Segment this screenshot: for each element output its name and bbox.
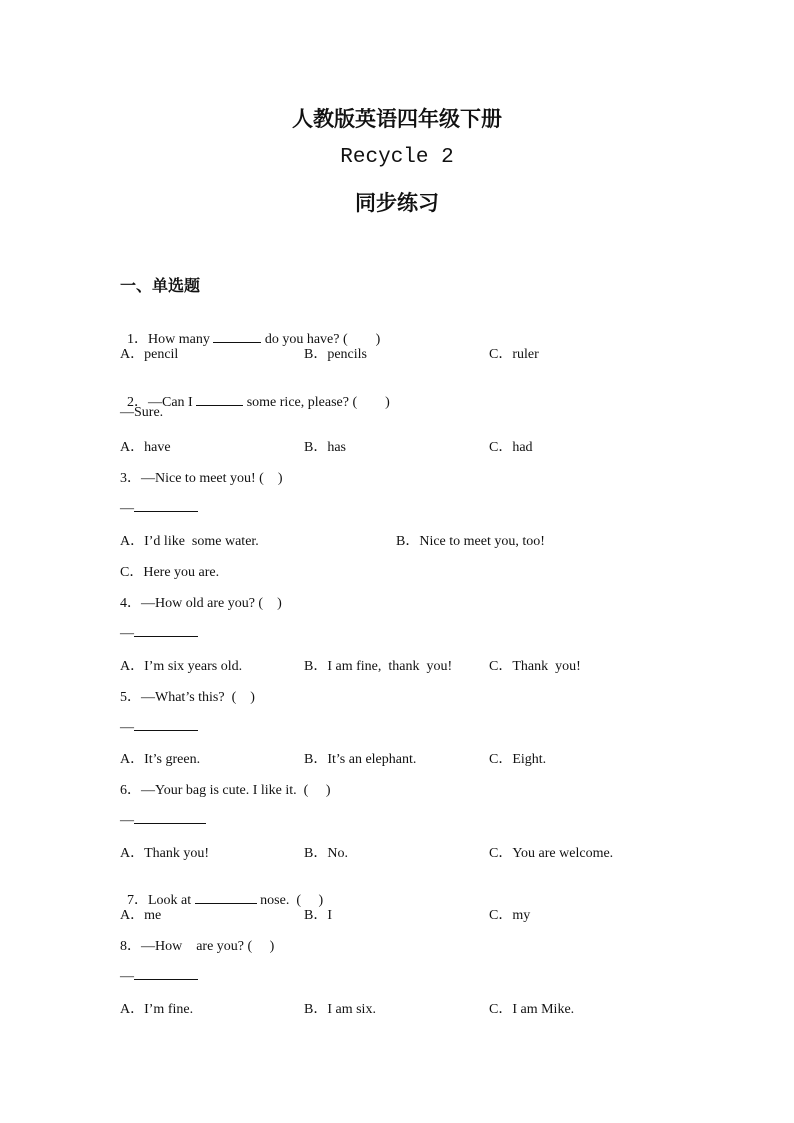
question-6: 6．—Your bag is cute. I like it. ( ) (120, 783, 331, 798)
question-1: 1．How many do you have? ( ) (127, 332, 381, 347)
q8-reply: — (120, 967, 198, 985)
q1-option-b[interactable]: B．pencils (304, 347, 367, 362)
q7-option-a[interactable]: A．me (120, 908, 162, 923)
answer-blank (196, 393, 243, 406)
question-4: 4．—How old are you? ( ) (120, 596, 282, 611)
q2-option-a[interactable]: A．have (120, 440, 171, 455)
q2-reply: —Sure. (120, 405, 164, 420)
q5-option-c[interactable]: C．Eight. (489, 752, 547, 767)
q4-option-c[interactable]: C．Thank you! (489, 659, 581, 674)
q1-option-c[interactable]: C．ruler (489, 347, 539, 362)
q5-option-b[interactable]: B．It’s an elephant. (304, 752, 417, 767)
question-5: 5．—What’s this? ( ) (120, 690, 255, 705)
question-2: 2．—Can I some rice, please? ( ) (127, 395, 390, 410)
answer-blank (134, 718, 198, 731)
question-8: 8．—How are you? ( ) (120, 939, 275, 954)
q3-option-a[interactable]: A．I’d like some water. (120, 534, 259, 549)
answer-blank (134, 967, 198, 980)
q6-option-a[interactable]: A．Thank you! (120, 846, 210, 861)
q6-option-c[interactable]: C．You are welcome. (489, 846, 614, 861)
q4-option-b[interactable]: B．I am fine, thank you! (304, 659, 453, 674)
q5-reply: — (120, 718, 198, 736)
answer-blank (213, 330, 261, 343)
q4-reply: — (120, 624, 198, 642)
q3-option-b[interactable]: B．Nice to meet you, too! (396, 534, 545, 549)
answer-blank (195, 891, 257, 904)
q7-option-c[interactable]: C．my (489, 908, 531, 923)
q8-option-b[interactable]: B．I am six. (304, 1002, 376, 1017)
answer-blank (134, 811, 206, 824)
q7-option-b[interactable]: B．I (304, 908, 332, 923)
q2-option-c[interactable]: C．had (489, 440, 533, 455)
q4-option-a[interactable]: A．I’m six years old. (120, 659, 243, 674)
q6-reply: — (120, 811, 206, 829)
answer-blank (134, 499, 198, 512)
q1-option-a[interactable]: A．pencil (120, 347, 179, 362)
question-3: 3．—Nice to meet you! ( ) (120, 471, 283, 486)
page-subtitle: Recycle 2 (340, 146, 454, 169)
q2-option-b[interactable]: B．has (304, 440, 346, 455)
q8-option-c[interactable]: C．I am Mike. (489, 1002, 575, 1017)
q8-option-a[interactable]: A．I’m fine. (120, 1002, 194, 1017)
section-heading: 一、单选题 (120, 276, 201, 295)
q3-reply: — (120, 499, 198, 517)
q5-option-a[interactable]: A．It’s green. (120, 752, 201, 767)
question-7: 7．Look at nose. ( ) (127, 893, 324, 908)
answer-blank (134, 624, 198, 637)
q3-option-c[interactable]: C．Here you are. (120, 565, 220, 580)
page-subtitle-2: 同步练习 (355, 190, 439, 215)
q6-option-b[interactable]: B．No. (304, 846, 348, 861)
page-title: 人教版英语四年级下册 (292, 106, 502, 131)
